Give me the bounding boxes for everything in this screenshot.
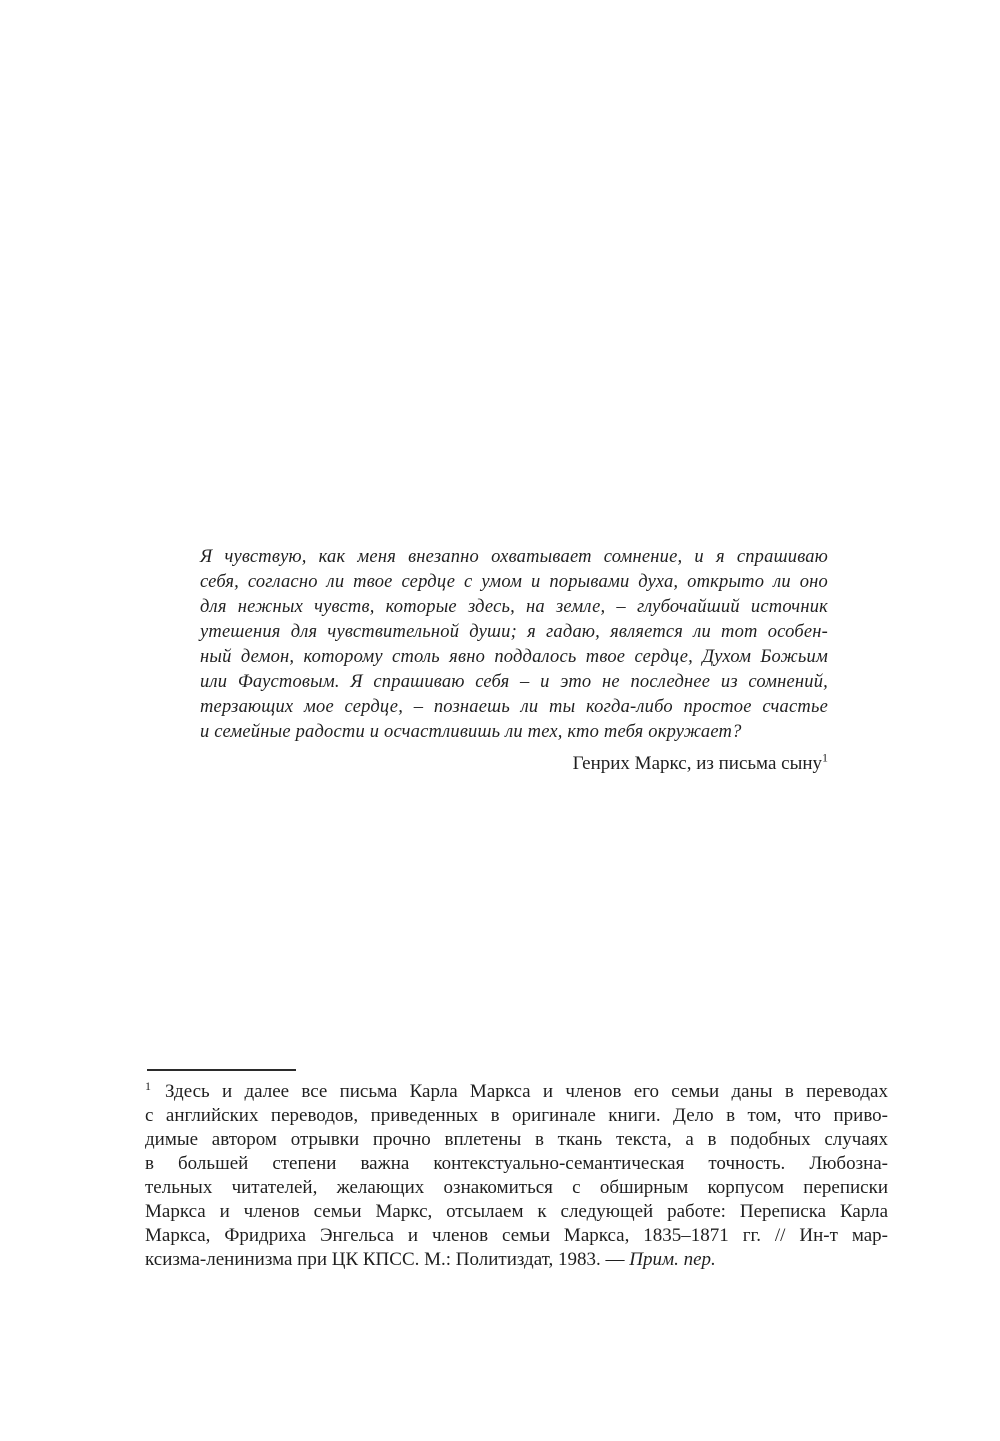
footnote (145, 1080, 888, 1272)
text-line: для нежных чувств, которые здесь, на земле, – глубочайший источник (200, 597, 828, 617)
footnote-first-line-text: Здесь и далее все письма Карла Маркса и членов его семьи даны в переводах (165, 1081, 888, 1102)
footnote-first-line (145, 1080, 888, 1104)
footnote-last-line-text: ксизма-ленинизма при ЦК КПСС. М.: Политиздат, 1983. — (145, 1249, 630, 1270)
text-line: Я чувствую, как меня внезапно охватывает сомнение, и я спрашиваю (200, 547, 828, 567)
text-line: Маркса, Фридриха Энгельса и членов семьи Маркса, 1835–1871 гг. // Ин-т мар- (145, 1225, 888, 1246)
text-line: Маркса и членов семьи Маркс, отсылаем к следующей работе: Переписка Карла (145, 1201, 888, 1222)
footnote-translator-note: Прим. пер. (629, 1249, 716, 1270)
footnote-body-lines (145, 1104, 888, 1248)
attribution-text: Генрих Маркс, из письма сыну (572, 753, 822, 774)
text-line: с английских переводов, приведенных в оригинале книги. Дело в том, что приво- (145, 1105, 888, 1126)
text-line: утешения для чувствительной души; я гадаю, является ли тот особен- (200, 622, 828, 642)
text-line: терзающих мое сердце, – познаешь ли ты когда-либо простое счастье (200, 697, 828, 717)
epigraph-attribution (200, 751, 828, 776)
text-line: или Фаустовым. Я спрашиваю себя – и это не последнее из сомнений, (200, 672, 828, 692)
footnote-reference-superscript: 1 (822, 750, 828, 765)
text-line: и семейные радости и осчастливишь ли тех, кто тебя окружает? (200, 722, 742, 742)
text-line: ный демон, которому столь явно поддалось твое сердце, Духом Божьим (200, 647, 828, 667)
footnote-marker-superscript: 1 (145, 1078, 151, 1093)
footnote-separator-rule (147, 1069, 296, 1071)
footnote-last-line (145, 1248, 888, 1272)
text-line: себя, согласно ли твое сердце с умом и порывами духа, открыто ли оно (200, 572, 828, 592)
epigraph (200, 545, 828, 776)
text-line: в большей степени важна контекстуально-семантическая точность. Любозна- (145, 1153, 888, 1174)
text-line: димые автором отрывки прочно вплетены в ткань текста, а в подобных случаях (145, 1129, 888, 1150)
text-line: тельных читателей, желающих ознакомиться с обширным корпусом переписки (145, 1177, 888, 1198)
epigraph-text (200, 545, 828, 745)
